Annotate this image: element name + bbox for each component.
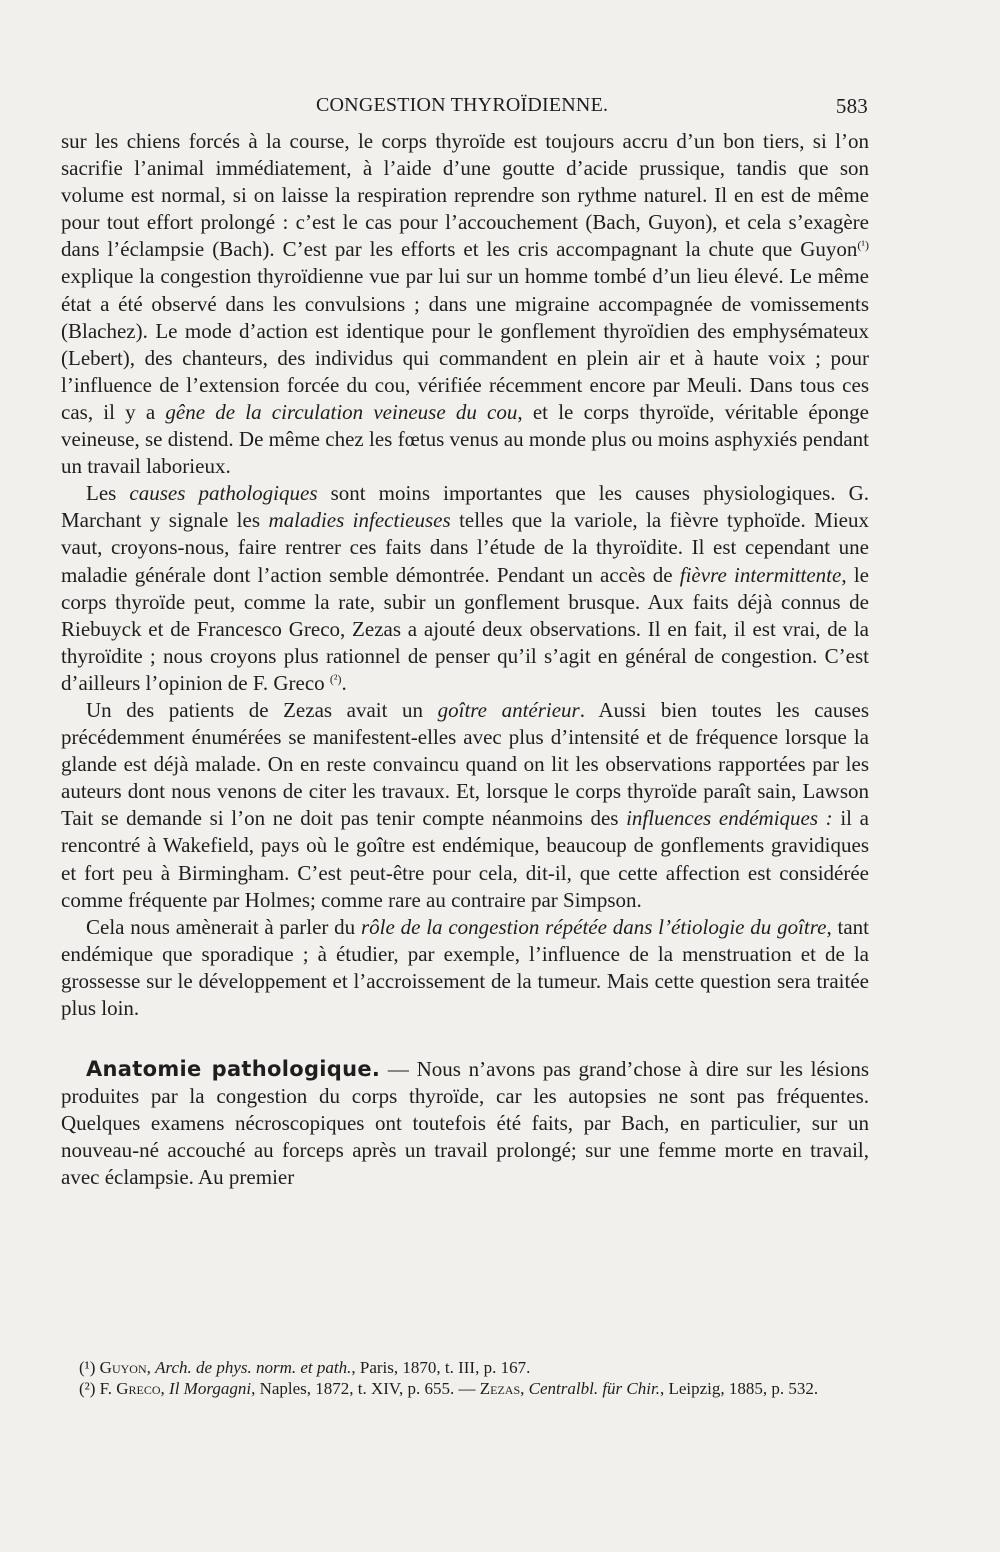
- footnote-1: [61, 1357, 869, 1378]
- italic-phrase: maladies infectieuses: [268, 508, 451, 533]
- text-run: , et le corps thyroïde, véritable éponge veineuse, se distend. De même chez les fœtus venus au monde plus ou moins asphyxiés pendant un travail laborieux.: [61, 399, 869, 479]
- footnote-author: F. Greco: [99, 1379, 161, 1398]
- footnote-source: Il Morgagni: [169, 1379, 252, 1398]
- main-text: [61, 128, 869, 1192]
- italic-phrase: causes pathologiques: [129, 481, 318, 506]
- italic-phrase: fièvre intermittente: [679, 562, 842, 587]
- running-title: CONGESTION THYROÏDIENNE.: [316, 94, 609, 116]
- footnote-mark: (²): [79, 1379, 96, 1398]
- text-run: , tant endémique que sporadique ; à étudier, par exemple, l’influence de la menstruation et de la grossesse sur le développement et l’accroissement de la tumeur. Mais cette question sera traitée plus loin.: [61, 914, 869, 1020]
- section-heading: Anatomie pathologique.: [86, 1057, 381, 1082]
- text-run: — Nous n’avons pas grand’chose à dire sur les lésions produites par la congestion du corps thyroïde, car les autopsies ne sont pas fréquentes. Quelques examens nécroscopiques ont toutefois été faits, par Bach, en particulier, sur un nouveau-né accouché au forceps après un travail prolongé; sur une femme morte en travail, avec éclampsie. Au premier: [61, 1057, 869, 1190]
- paragraph-4: [61, 914, 869, 1022]
- text-run: Un des patients de Zezas avait un: [86, 697, 438, 722]
- text-run: sont moins importantes que les causes physiologiques. G. Marchant y signale les: [61, 481, 869, 533]
- footnote-ref-1: (¹): [857, 238, 869, 253]
- text-run: , Naples, 1872, t. XIV, p. 655. —: [251, 1379, 480, 1398]
- page-number: 583: [835, 94, 868, 118]
- footnote-author: Zezas: [479, 1379, 521, 1398]
- footnote-ref-2: (²): [329, 671, 342, 686]
- text-run: Les: [86, 481, 130, 506]
- footnote-2: [61, 1378, 869, 1399]
- text-run: sur les chiens forcés à la course, le corps thyroïde est toujours accru d’un bon tiers, si l’on sacrifie l’animal immédiatement, à l’aide d’une goutte d’acide prussique, tandis que son volume est normal, si on laisse la respiration reprendre son rythme naturel. Il en est de même pour tout effort prolongé : c’est le cas pour l’accouchement (Bach, Guyon), et cela s’exagère dans l’éclampsie (Bach). C’est par les efforts et les cris accompagnant la chute que Guyon: [61, 129, 869, 262]
- footnote-source: Centralbl. für Chir.: [528, 1379, 660, 1398]
- text-run: , Leipzig, 1885, p. 532.: [659, 1379, 819, 1398]
- text-run: ,: [146, 1358, 156, 1377]
- italic-phrase: influences endémiques :: [626, 806, 833, 831]
- text-run: , le corps thyroïde peut, comme la rate, subir un gonflement brusque. Aux faits déjà connus de Riebuyck et de Francesco Greco, Zezas a ajouté deux observations. Il en fait, il est vrai, de la thyroïdite ; nous croyons plus rationnel de penser qu’il s’agit en général de congestion. C’est d’ailleurs l’opinion de F. Greco: [61, 562, 869, 695]
- italic-phrase: goître antérieur: [437, 697, 580, 722]
- footnote-mark: (¹): [79, 1358, 96, 1377]
- italic-phrase: rôle de la congestion répétée dans l’étiologie du goître: [360, 914, 827, 939]
- running-header: [60, 94, 868, 124]
- paragraph-2: [61, 480, 869, 697]
- footnote-author: Guyon: [99, 1358, 147, 1377]
- text-run: il a rencontré à Wakefield, pays où le goître est endémique, beaucoup de gonflements gravidiques et fort peu à Birmingham. C’est peut-être pour cela, dit-il, que cette affection est considérée comme fréquente par Holmes; comme rare au contraire par Simpson.: [61, 806, 869, 912]
- text-run: ,: [520, 1379, 529, 1398]
- text-run: . Aussi bien toutes les causes précédemment énumérées se manifestent-elles avec plus d’intensité et de fréquence lorsque la glande est déjà malade. On en reste convaincu quand on lit les observations rapportées par les auteurs dont nous venons de citer les travaux. Et, lorsque le corps thyroïde paraît sain, Lawson Tait se demande si l’on ne doit pas tenir compte néanmoins des: [61, 697, 870, 831]
- text-run: Cela nous amènerait à parler du: [86, 914, 361, 939]
- footnote-source: Arch. de phys. norm. et path.: [155, 1358, 352, 1377]
- text-run: telles que la variole, la fièvre typhoïde. Mieux vaut, croyons-nous, faire rentrer ces faits dans l’étude de la thyroïdite. Il est cependant une maladie générale dont l’action semble démontrée. Pendant un accès de: [61, 508, 869, 587]
- text-run: , Paris, 1870, t. III, p. 167.: [351, 1358, 531, 1377]
- paragraph-3: [61, 697, 869, 914]
- text-run: ,: [160, 1379, 170, 1398]
- paragraph-5: [61, 1056, 869, 1191]
- footnotes: [61, 1357, 869, 1399]
- paragraph-1: [61, 128, 869, 480]
- text-run: .: [341, 670, 347, 695]
- text-run: explique la congestion thyroïdienne vue par lui sur un homme tombé d’un lieu élevé. Le même état a été observé dans les convulsions ; dans une migraine accompagnée de vomissements (Blachez). Le mode d’action est identique pour le gonflement thyroïdien des emphysémateux (Lebert), des chanteurs, des individus qui commandent en plein air et à haute voix ; pour l’influence de l’extension forcée du cou, vérifiée récemment encore par Meuli. Dans tous ces cas, il y a: [61, 264, 869, 424]
- italic-phrase: gêne de la circulation veineuse du cou: [165, 399, 518, 424]
